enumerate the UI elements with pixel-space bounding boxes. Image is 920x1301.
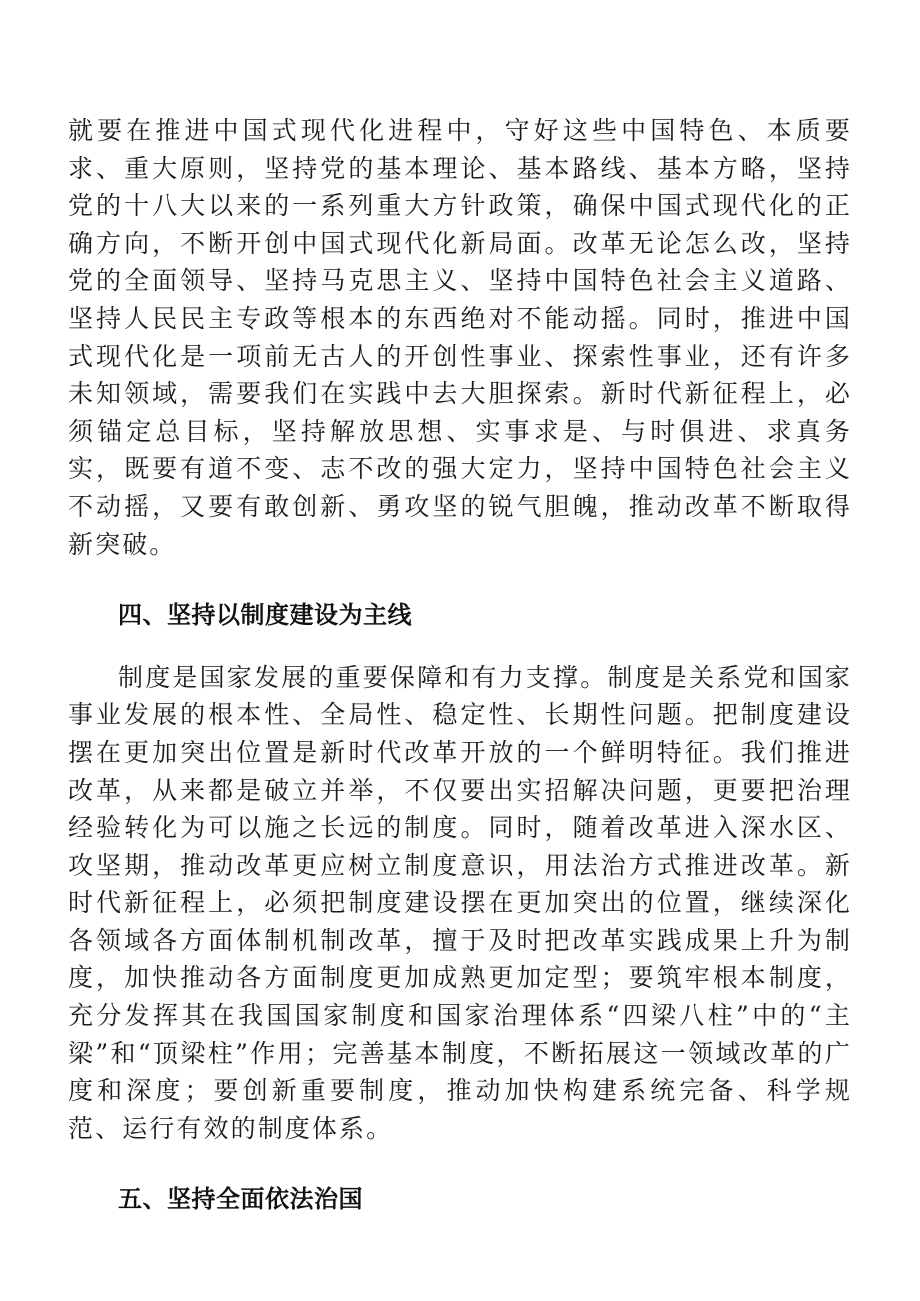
paragraph-spacer: [68, 563, 852, 597]
heading-spacer: [68, 635, 852, 659]
section-4-paragraph: 制度是国家发展的重要保障和有力支撑。制度是关系党和国家事业发展的根本性、全局性、稳定性、长期性问题。把制度建设摆在更加突出位置是新时代改革开放的一个鲜明特征。我们推进改革，从来都是破立并举，不仅要出实招解决问题，更要把治理经验转化为可以施之长远的制度。同时，随着改革进入深水区、攻坚期，推动改革更应树立制度意识，用法治方式推进改革。新时代新征程上，必须把制度建设摆在更加突出的位置，继续深化各领域各方面体制机制改革，擅于及时把改革实践成果上升为制度，加快推动各方面制度更加成熟更加定型；要筑牢根本制度，充分发挥其在我国国家制度和国家治理体系“四梁八柱”中的“主梁”和“顶梁柱”作用；完善基本制度，不断拓展这一领域改革的广度和深度；要创新重要制度，推动加快构建系统完备、科学规范、运行有效的制度体系。: [68, 662, 852, 1143]
body-paragraph: 就要在推进中国式现代化进程中，守好这些中国特色、本质要求、重大原则，坚持党的基本理论、基本路线、基本方略，坚持党的十八大以来的一系列重大方针政策，确保中国式现代化的正确方向，不断开创中国式现代化新局面。改革无论怎么改，坚持党的全面领导、坚持马克思主义、坚持中国特色社会主义道路、坚持人民民主专政等根本的东西绝对不能动摇。同时，推进中国式现代化是一项前无古人的开创性事业、探索性事业，还有许多未知领域，需要我们在实践中去大胆探索。新时代新征程上，必须锚定总目标，坚持解放思想、实事求是、与时俱进、求真务实，既要有道不变、志不改的强大定力，坚持中国特色社会主义不动摇，又要有敢创新、勇攻坚的锐气胆魄，推动改革不断取得新突破。: [68, 116, 852, 559]
document-page: [68, 112, 852, 1219]
section-heading-4: 四、坚持以制度建设为主线: [118, 601, 412, 630]
paragraph-spacer: [68, 1147, 852, 1181]
section-heading-5: 五、坚持全面依法治国: [118, 1185, 363, 1214]
